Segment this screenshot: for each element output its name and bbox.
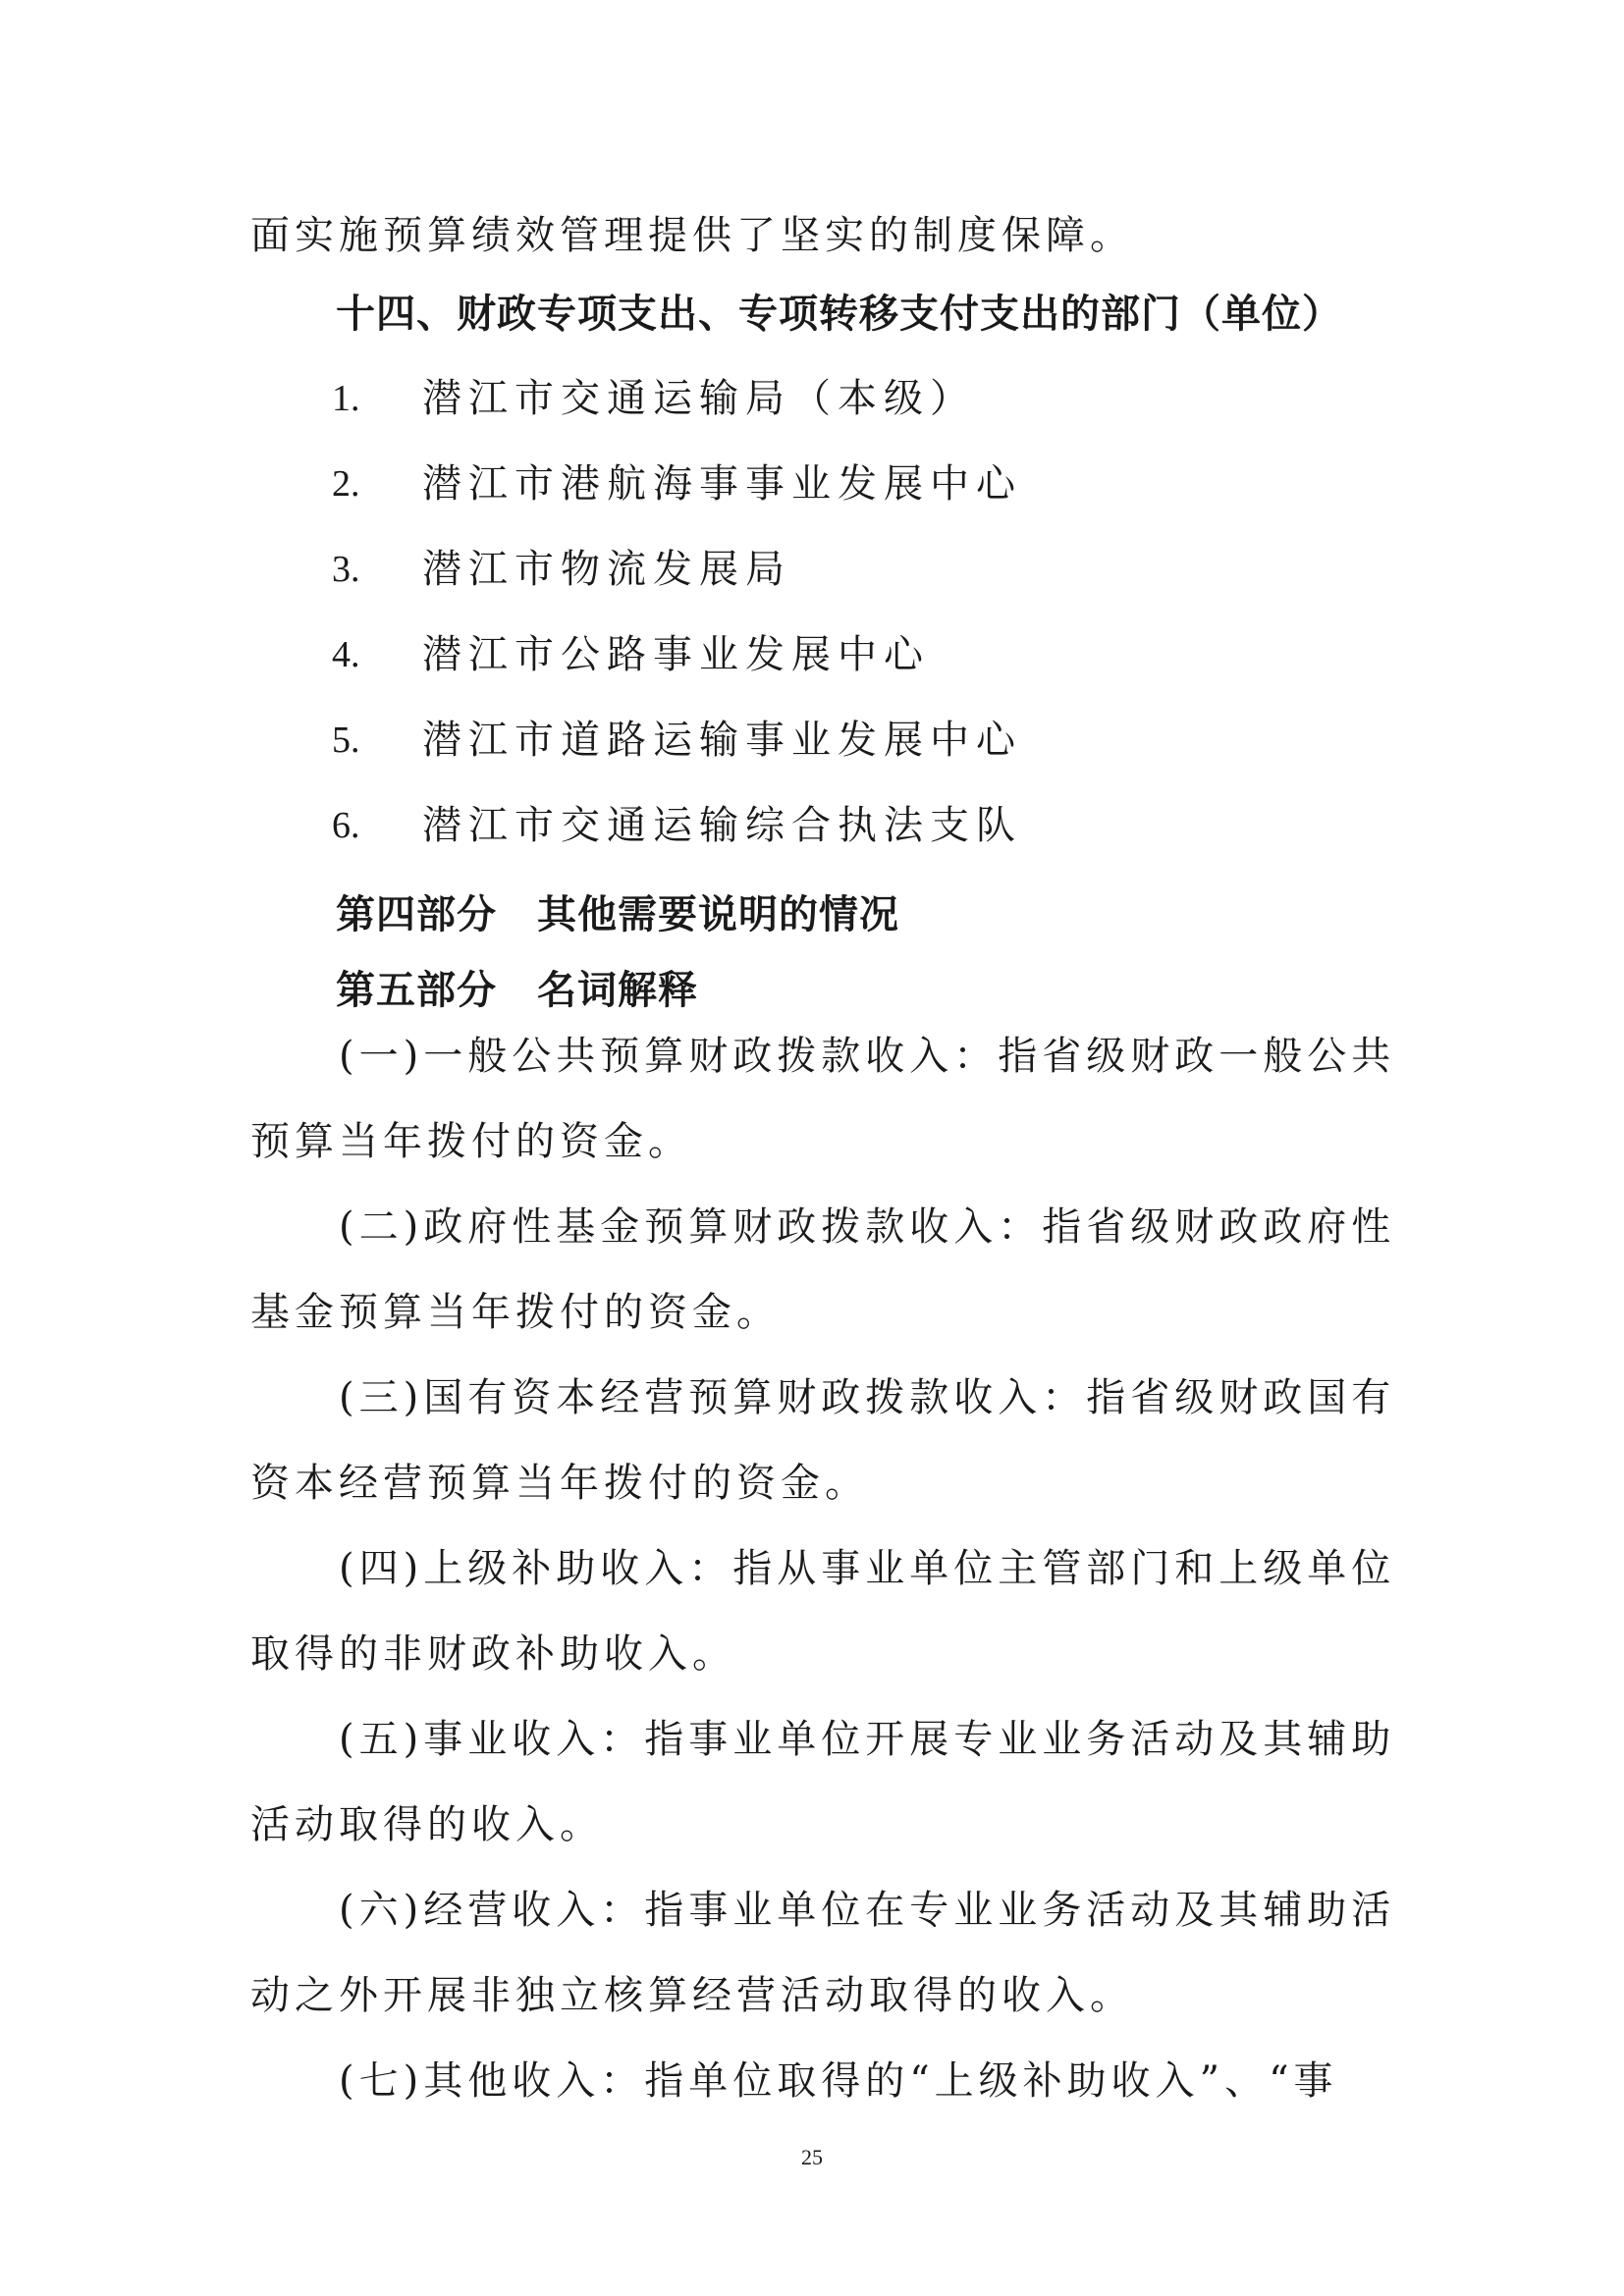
intro-continuation: 面实施预算绩效管理提供了坚实的制度保障。 [250,213,1134,258]
definition-line: 资本经营预算当年拨付的资金。 [250,1461,869,1506]
definition-line: 基金预算当年拨付的资金。 [250,1290,781,1335]
definition-line: 动之外开展非独立核算经营活动取得的收入。 [250,1973,1134,2018]
definition-line: (四)上级补助收入：指从事业单位主管部门和上级单位 [339,1546,1396,1591]
definition-line: (六)经营收入：指事业单位在专业业务活动及其辅助活 [339,1888,1396,1933]
definition-line: (二)政府性基金预算财政拨款收入：指省级财政政府性 [339,1204,1396,1250]
part-four-heading: 第四部分 其他需要说明的情况 [336,892,899,937]
list-item-name: 潜江市公路事业发展中心 [422,632,930,677]
list-item-name: 潜江市交通运输局（本级） [422,376,976,421]
list-item-number: 3. [332,549,360,590]
page-number: 25 [801,2145,823,2169]
section-heading-14: 十四、财政专项支出、专项转移支付支出的部门（单位） [336,292,1342,337]
definition-line: (七)其他收入：指单位取得的“上级补助收入”、“事 [339,2058,1338,2104]
list-item-name: 潜江市物流发展局 [422,547,791,592]
list-item-name: 潜江市港航海事事业发展中心 [422,461,1022,507]
list-item-number: 2. [332,463,360,505]
definition-line: 取得的非财政补助收入。 [250,1631,736,1677]
list-item-number: 5. [332,720,360,761]
definition-line: 活动取得的收入。 [250,1802,604,1847]
list-item-number: 6. [332,805,360,846]
part-five-heading: 第五部分 名词解释 [336,968,698,1013]
definition-line: (三)国有资本经营预算财政拨款收入：指省级财政国有 [339,1375,1396,1420]
list-item-name: 潜江市交通运输综合执法支队 [422,803,1022,848]
definition-line: 预算当年拨付的资金。 [250,1119,692,1164]
definition-line: (五)事业收入：指事业单位开展专业业务活动及其辅助 [339,1717,1396,1762]
definition-line: (一)一般公共预算财政拨款收入：指省级财政一般公共 [339,1034,1396,1079]
list-item-number: 4. [332,634,360,675]
list-item-number: 1. [332,378,360,419]
list-item-name: 潜江市道路运输事业发展中心 [422,718,1022,763]
